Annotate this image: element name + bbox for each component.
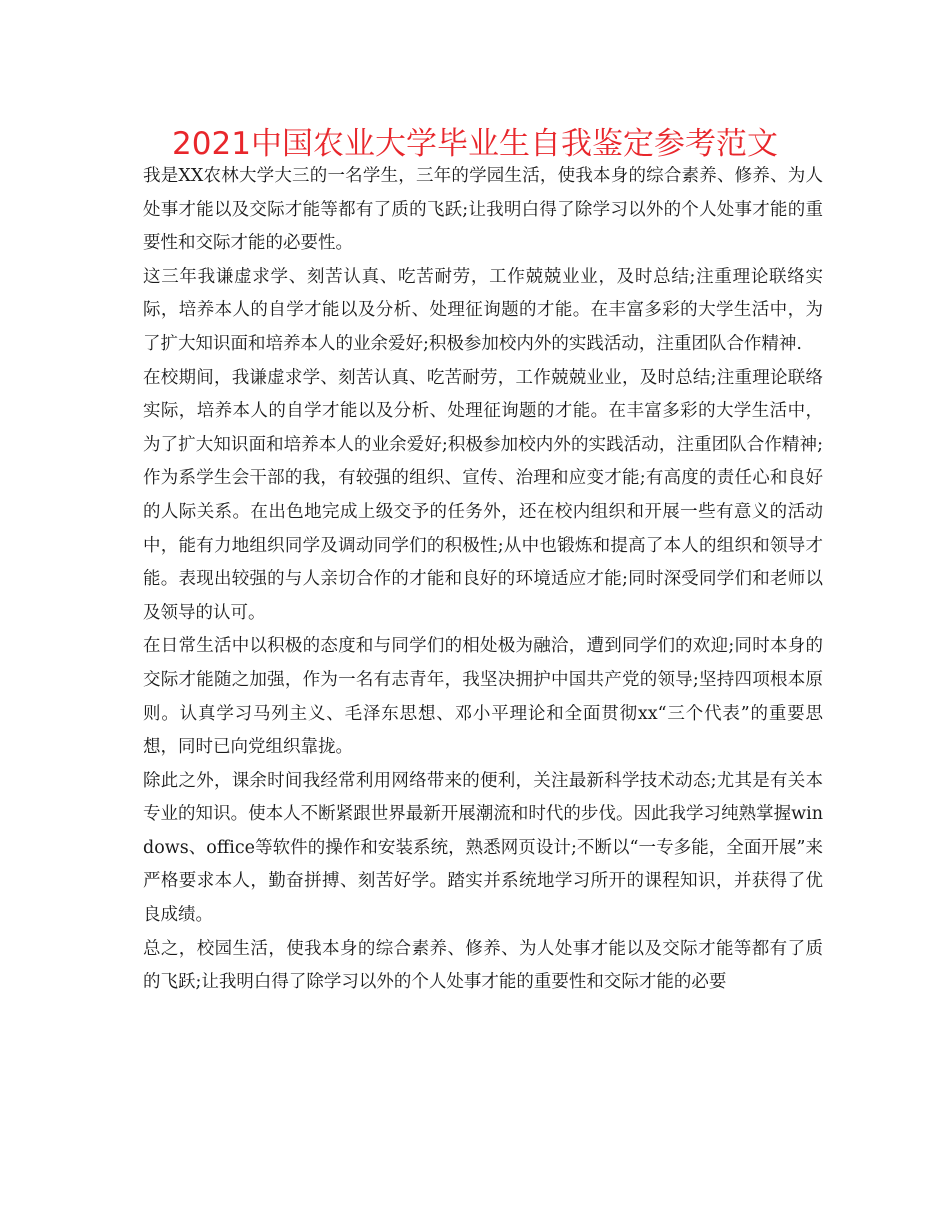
paragraph-4: 在日常生活中以积极的态度和与同学们的相处极为融洽，遭到同学们的欢迎;同时本身的交际才能随之加强，作为一名有志青年，我坚决拥护中国共产党的领导;坚持四项根本原则。认真学习马列主义、毛泽东思想、邓小平理论和全面贯彻xx“三个代表”的重要思想，同时已向党组织靠拢。 (143, 636, 823, 758)
paragraph-1: 我是XX农林大学大三的一名学生，三年的学园生活，使我本身的综合素养、修养、为人处事才能以及交际才能等都有了质的飞跃;让我明白得了除学习以外的个人处事才能的重要性和交际才能的必要性。 (143, 166, 823, 254)
document-body (143, 160, 823, 1000)
document-title: 2021中国农业大学毕业生自我鉴定参考范文 (172, 126, 778, 162)
paragraph-6: 总之，校园生活，使我本身的综合素养、修养、为人处事才能以及交际才能等都有了质的飞跃;让我明白得了除学习以外的个人处事才能的重要性和交际才能的必要 (143, 938, 823, 993)
paragraph-2: 这三年我谦虚求学、刻苦认真、吃苦耐劳，工作兢兢业业，及时总结;注重理论联络实际，培养本人的自学才能以及分析、处理征询题的才能。在丰富多彩的大学生活中，为了扩大知识面和培养本人的业余爱好;积极参加校内外的实践活动，注重团队合作精神. (143, 266, 823, 354)
paragraph-5: 除此之外，课余时间我经常利用网络带来的便利，关注最新科学技术动态;尤其是有关本专业的知识。使本人不断紧跟世界最新开展潮流和时代的步伐。因此我学习纯熟掌握windows、office等软件的操作和安装系统，熟悉网页设计;不断以“一专多能，全面开展”来严格要求本人，勤奋拼搏、刻苦好学。踏实并系统地学习所开的课程知识，并获得了优良成绩。 (143, 770, 823, 926)
paragraph-3: 在校期间，我谦虚求学、刻苦认真、吃苦耐劳，工作兢兢业业，及时总结;注重理论联络实际，培养本人的自学才能以及分析、处理征询题的才能。在丰富多彩的大学生活中，为了扩大知识面和培养本人的业余爱好;积极参加校内外的实践活动，注重团队合作精神;作为系学生会干部的我，有较强的组织、宣传、治理和应变才能;有高度的责任心和良好的人际关系。在出色地完成上级交予的任务外，还在校内组织和开展一些有意义的活动中，能有力地组织同学及调动同学们的积极性;从中也锻炼和提高了本人的组织和领导才能。表现出较强的与人亲切合作的才能和良好的环境适应才能;同时深受同学们和老师以及领导的认可。 (143, 367, 823, 623)
